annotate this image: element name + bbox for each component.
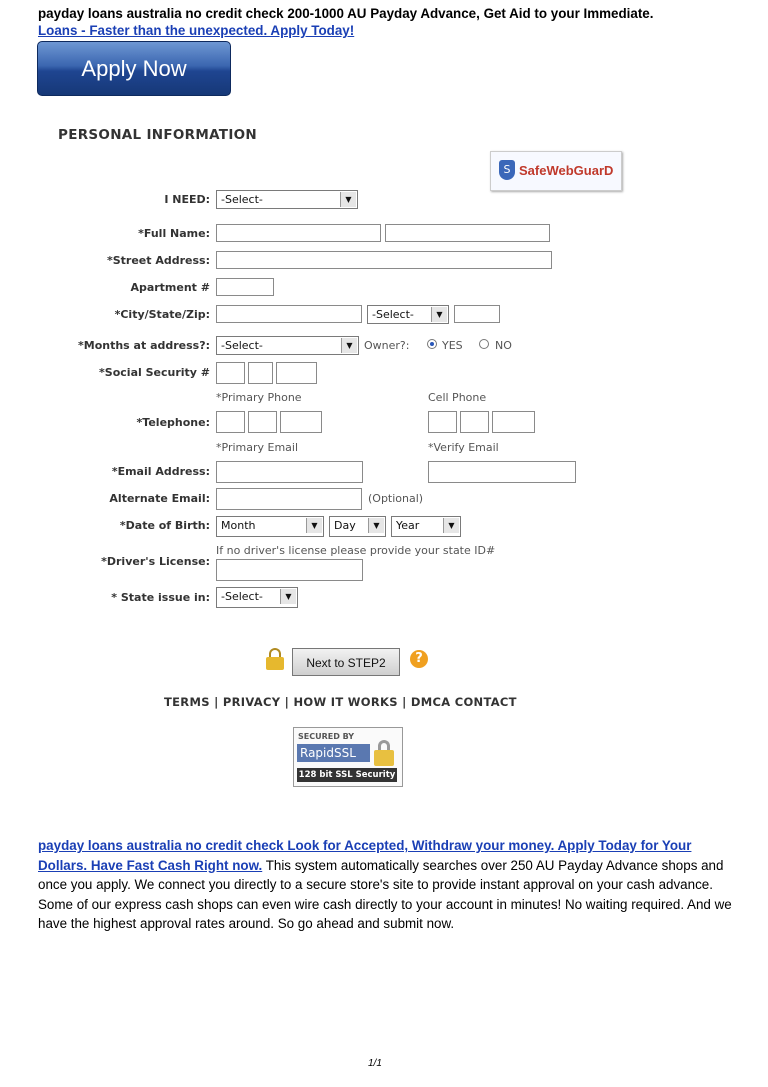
chevron-down-icon: ▼ [443,518,459,533]
owner-yes-radio[interactable] [427,339,437,349]
dob-year-select[interactable]: Year ▼ [391,516,461,537]
next-step-button[interactable]: Next to STEP2 [292,648,400,676]
page-title: payday loans australia no credit check 200-1000 AU Payday Advance, Get Aid to your Immediate. [38,6,654,21]
cell-phone-label: Cell Phone [428,391,487,404]
shield-icon: S [499,160,515,180]
alt-email-input[interactable] [216,488,362,510]
ssl-strength: 128 bit SSL Security [298,770,396,780]
telephone-label: *Telephone: [136,416,210,429]
street-label: *Street Address: [106,254,210,267]
footer-links[interactable]: TERMS | PRIVACY | HOW IT WORKS | DMCA CONTACT [164,695,517,709]
months-select[interactable]: -Select- ▼ [216,336,359,355]
zip-input[interactable] [454,305,500,323]
cell-prefix-input[interactable] [460,411,489,433]
lock-icon [266,648,284,670]
months-label: *Months at address?: [78,339,210,352]
yes-label: YES [442,339,463,352]
phone-line-input[interactable] [280,411,322,433]
owner-no-radio[interactable] [479,339,489,349]
safewebguard-label: SafeWebGuarD [519,163,614,178]
chevron-down-icon: ▼ [306,518,322,533]
cell-area-input[interactable] [428,411,457,433]
city-state-zip-label: *City/State/Zip: [114,308,210,321]
chevron-down-icon: ▼ [431,307,447,322]
padlock-icon [374,740,394,766]
rapidssl-badge [293,727,403,787]
chevron-down-icon: ▼ [280,589,296,604]
ssn-part3-input[interactable] [276,362,317,384]
license-note: If no driver's license please provide your state ID# [216,544,496,557]
last-name-input[interactable] [385,224,550,242]
chevron-down-icon: ▼ [341,338,357,353]
full-name-label: *Full Name: [138,227,210,240]
license-input[interactable] [216,559,363,581]
phone-area-input[interactable] [216,411,245,433]
page-number: 1/1 [368,1058,382,1069]
ssn-part1-input[interactable] [216,362,245,384]
dob-month-select[interactable]: Month ▼ [216,516,324,537]
state-issue-label: * State issue in: [111,591,210,604]
chevron-down-icon: ▼ [368,518,384,533]
personal-info-form [40,105,640,805]
i-need-label: I NEED: [164,193,210,206]
state-issue-select[interactable]: -Select- ▼ [216,587,298,608]
ssn-label: *Social Security # [99,366,210,379]
email-input[interactable] [216,461,363,483]
dob-day-select[interactable]: Day ▼ [329,516,386,537]
apply-now-button[interactable]: Apply Now [37,41,231,96]
dob-label: *Date of Birth: [119,519,210,532]
safewebguard-badge [490,151,622,191]
ssl-brand: RapidSSL [297,744,370,762]
help-icon[interactable]: ? [410,650,428,668]
primary-email-label: *Primary Email [216,441,299,454]
owner-label: Owner?: [364,339,410,352]
ssl-secured-by: SECURED BY [298,732,355,741]
ssn-part2-input[interactable] [248,362,273,384]
first-name-input[interactable] [216,224,381,242]
body-link[interactable]: payday loans australia no credit check Look for Accepted, Withdraw your money. Apply Today for Your Dollars. Have Fast Cash Right now. [38,838,692,873]
cell-line-input[interactable] [492,411,535,433]
license-label: *Driver's License: [101,555,210,568]
body-paragraph [38,836,738,934]
chevron-down-icon: ▼ [340,192,356,207]
street-input[interactable] [216,251,552,269]
no-label: NO [495,339,512,352]
body-text: This system automatically searches over 250 AU Payday Advance shops and once you apply. We connect you directly to a secure store's site to provide instant approval on your cash advance. Some of our express cash shops can even wire cash directly to your account in minutes! No waiting required. And we have the highest approval rates around. So go ahead and submit now. [38,857,732,931]
apartment-label: Apartment # [130,281,210,294]
alt-email-label: Alternate Email: [109,492,210,505]
city-input[interactable] [216,305,362,323]
optional-note: (Optional) [368,492,424,505]
verify-email-input[interactable] [428,461,576,483]
section-title: PERSONAL INFORMATION [58,127,258,143]
phone-prefix-input[interactable] [248,411,277,433]
apartment-input[interactable] [216,278,274,296]
state-select[interactable]: -Select- ▼ [367,305,449,324]
primary-phone-label: *Primary Phone [216,391,302,404]
verify-email-label: *Verify Email [428,441,499,454]
header-link[interactable]: Loans - Faster than the unexpected. Apply Today! [38,23,355,38]
email-label: *Email Address: [111,465,210,478]
i-need-select[interactable]: -Select- ▼ [216,190,358,209]
page-header [38,5,758,39]
